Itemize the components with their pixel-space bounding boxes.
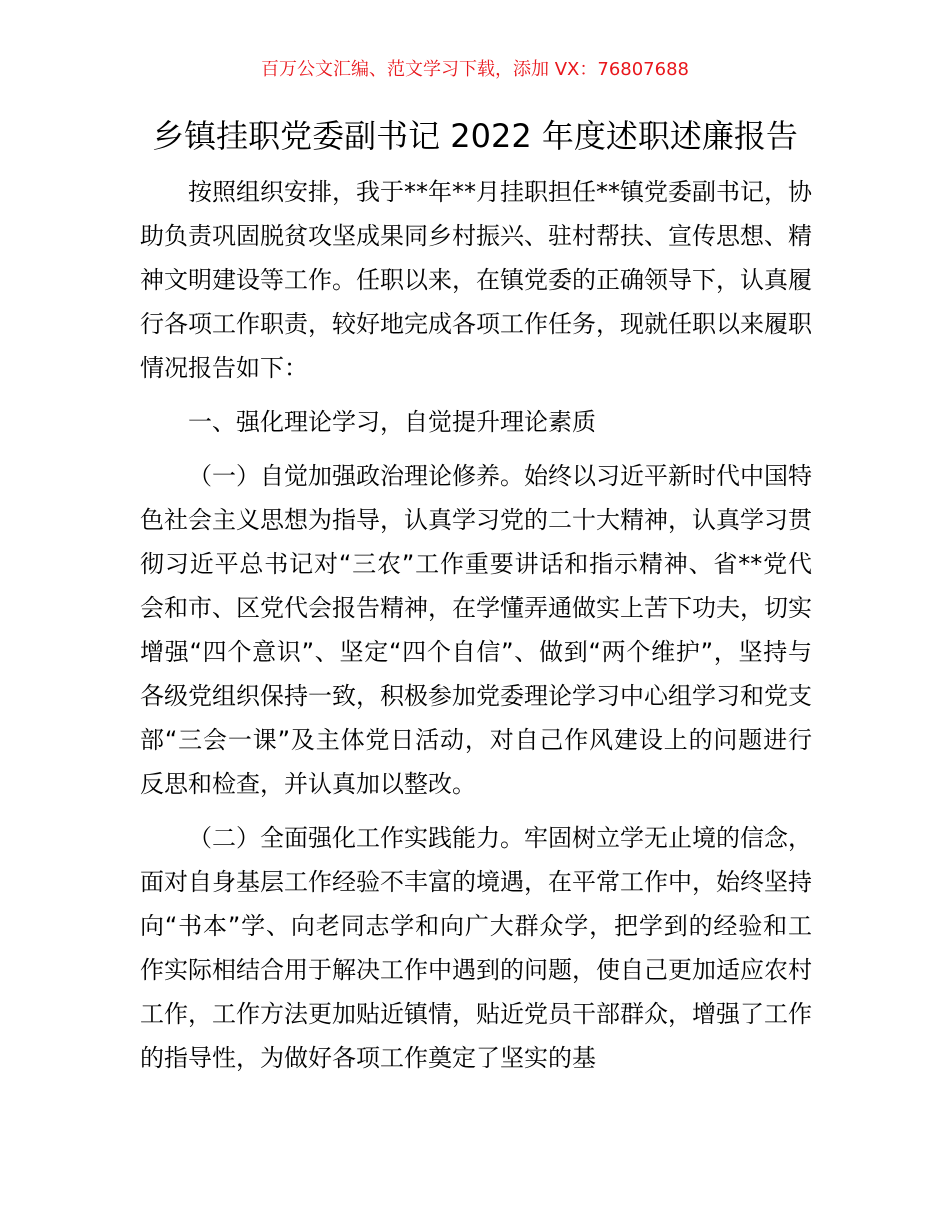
intro-paragraph: 按照组织安排，我于**年**月挂职担任**镇党委副书记，协助负责巩固脱贫攻坚成果同乡村振兴、驻村帮扶、宣传思想、精神文明建设等工作。任职以来，在镇党委的正确领导下，认真履行各项工作职责，较好地完成各项工作任务，现就任职以来履职情况报告如下： bbox=[140, 178, 812, 382]
subsection-paragraph: （二）全面强化工作实践能力。牢固树立学无止境的信念，面对自身基层工作经验不丰富的境遇，在平常工作中，始终坚持向“书本”学、向老同志学和向广大群众学，把学到的经验和工作实际相结合用于解决工作中遇到的问题，使自己更加适应农村工作，工作方法更加贴近镇情，贴近党员干部群众，增强了工作的指导性，为做好各项工作奠定了坚实的基 bbox=[140, 824, 812, 1072]
watermark-text: 百万公文汇编、范文学习下载，添加 VX：76807688 bbox=[261, 59, 689, 80]
subsection-paragraph: （一）自觉加强政治理论修养。始终以习近平新时代中国特色社会主义思想为指导，认真学习党的二十大精神，认真学习贯彻习近平总书记对“三农”工作重要讲话和指示精神、省**党代会和市、区党代会报告精神，在学懂弄通做实上苦下功夫，切实增强“四个意识”、坚定“四个自信”、做到“两个维护”，坚持与各级党组织保持一致，积极参加党委理论学习中心组学习和党支部“三会一课”及主体党日活动，对自己作风建设上的问题进行反思和检查，并认真加以整改。 bbox=[140, 462, 812, 798]
section-heading: 一、强化理论学习，自觉提升理论素质 bbox=[188, 408, 596, 436]
document-body bbox=[140, 170, 812, 1080]
document-title: 乡镇挂职党委副书记 2022 年度述职述廉报告 bbox=[152, 117, 798, 155]
